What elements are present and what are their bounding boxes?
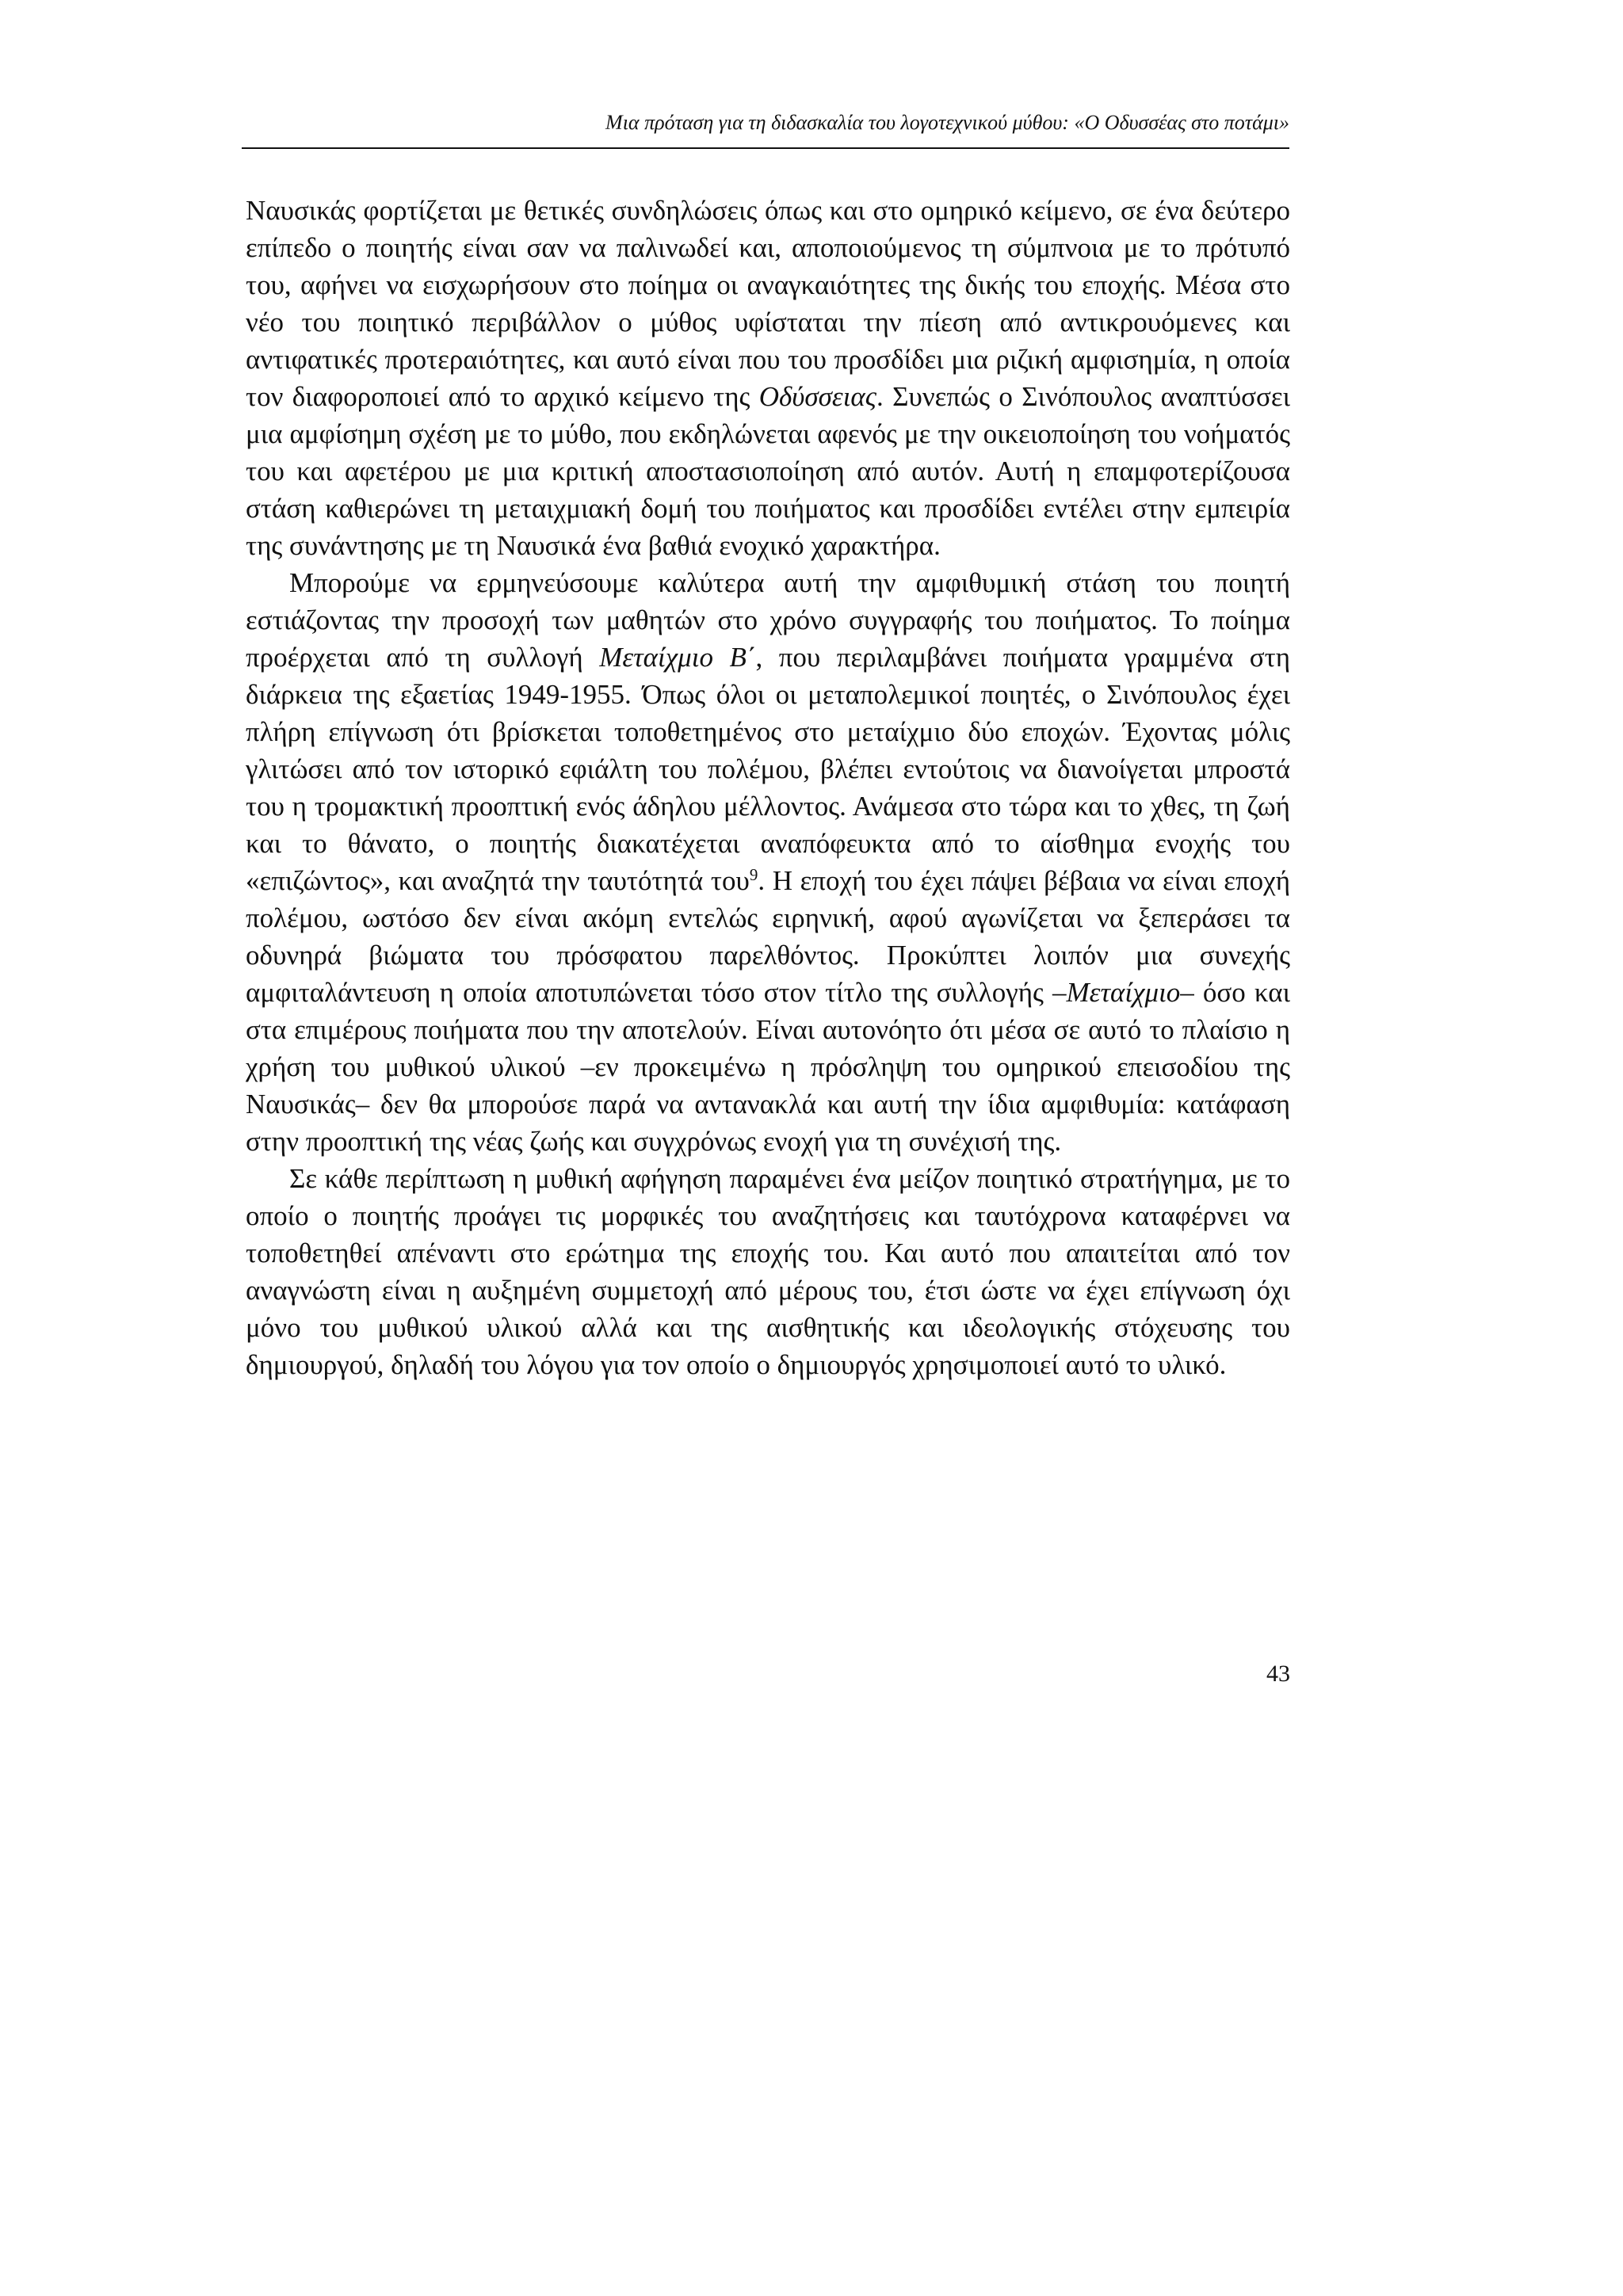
paragraph-2-text-a: Μπορούμε να ερμηνεύσουμε καλύτερα αυτή την αμφιθυμική στάση του ποιητή εστιάζοντας την προσοχή των μαθητών στο χρόνο συγγραφής του ποιήματος. Το ποίημα προέρχεται από τη συλλογή	[246, 567, 1290, 673]
paragraph-2-text-c: , που περιλαμβάνει ποιήματα γραμμένα στη διάρκεια της εξαετίας 1949-1955. Όπως όλοι οι μεταπολεμικοί ποιητές, ο Σινόπουλος έχει πλήρη επίγνωση ότι βρίσκεται τοποθετημένος στο μεταίχμιο δύο εποχών. Έχοντας μόλις γλιτώσει από τον ιστορικό εφιάλτη του πολέμου, βλέπει εντούτοις να διανοίγεται μπροστά του η τρομακτική προοπτική ενός άδηλου μέλλοντος. Ανάμεσα στο τώρα και το χθες, τη ζωή και το θάνατο, ο ποιητής διακατέχεται αναπόφευκτα από το αίσθημα ενοχής του «επιζώντος», και αναζητά την ταυτότητά του	[246, 642, 1291, 896]
paragraph-3: Σε κάθε περίπτωση η μυθική αφήγηση παραμένει ένα μείζον ποιητικό στρατήγημα, με το οποίο ο ποιητής προάγει τις μορφικές του αναζητήσεις και ταυτόχρονα καταφέρνει να τοποθετηθεί απέναντι στο ερώτημα της εποχής του. Και αυτό που απαιτείται από τον αναγνώστη είναι η αυξημένη συμμετοχή από μέρους του, έτσι ώστε να έχει επίγνωση όχι μόνο του μυθικού υλικού αλλά και της αισθητικής και ιδεολογικής στόχευσης του δημιουργού, δηλαδή του λόγου για τον οποίο ο δημιουργός χρησιμοποιεί αυτό το υλικό.	[246, 1163, 1290, 1380]
running-header: Μια πρόταση για τη διδασκαλία του λογοτεχνικού μύθου: «Ο Οδυσσέας στο ποτάμι»	[605, 111, 1289, 134]
paragraph-1-text-c: . Συνεπώς ο Σινόπουλος αναπτύσσει μια αμφίσημη σχέση με το μύθο, που εκδηλώνεται αφενός με την οικειοποίηση του νοήματός του και αφετέρου με μια κριτική αποστασιοποίηση από αυτόν. Αυτή η επαμφοτερίζουσα στάση καθιερώνει τη μεταιχμιακή δομή του ποιήματος και προσδίδει εντέλει στην εμπειρία της συνάντησης με τη Ναυσικά ένα βαθιά ενοχικό χαρακτήρα.	[246, 381, 1290, 561]
paragraph-2-text-d: . Η εποχή του έχει πάψει βέβαια να είναι εποχή πολέμου, ωστόσο δεν είναι ακόμη εντελώς ειρηνική, αφού αγωνίζεται να ξεπεράσει τα οδυνηρά βιώματα του πρόσφατου παρελθόντος. Προκύπτει λοιπόν μια συνεχής αμφιταλάντευση η οποία αποτυπώνεται τόσο στον τίτλο της συλλογής –	[246, 865, 1291, 1008]
header-rule	[242, 147, 1289, 149]
italic-title-metaichmio-b: Μεταίχμιο Β΄	[599, 642, 756, 673]
body-text	[246, 192, 1290, 1383]
italic-title-metaichmio: Μεταίχμιο	[1066, 977, 1181, 1008]
italic-title-odysseia: Οδύσσειας	[758, 381, 876, 412]
paragraph-1-text-a: Ναυσικάς φορτίζεται με θετικές συνδηλώσεις όπως και στο ομηρικό κείμενο, σε ένα δεύτερο επίπεδο ο ποιητής είναι σαν να παλινωδεί και, αποποιούμενος τη σύμπνοια με το πρότυπό του, αφήνει να εισχωρήσουν στο ποίημα οι αναγκαιότητες της δικής του εποχής. Μέσα στο νέο του ποιητικό περιβάλλον ο μύθος υφίσταται την πίεση από αντικρουόμενες και αντιφατικές προτεραιότητες, και αυτό είναι που του προσδίδει μια ριζική αμφισημία, η οποία τον διαφοροποιεί από το αρχικό κείμενο της	[246, 195, 1290, 412]
page-number: 43	[1266, 1661, 1290, 1687]
footnote-reference: 9	[749, 865, 758, 885]
paragraph-2-text-f: – όσο και στα επιμέρους ποιήματα που την αποτελούν. Είναι αυτονόητο ότι μέσα σε αυτό το πλαίσιο η χρήση του μυθικού υλικού –εν προκειμένω η πρόσληψη του ομηρικού επεισοδίου της Ναυσικάς– δεν θα μπορούσε παρά να αντανακλά και αυτή την ίδια αμφιθυμία: κατάφαση στην προοπτική της νέας ζωής και συγχρόνως ενοχή για τη συνέχισή της.	[246, 977, 1290, 1157]
paragraph-2	[246, 564, 1290, 1160]
paragraph-1	[246, 192, 1290, 564]
